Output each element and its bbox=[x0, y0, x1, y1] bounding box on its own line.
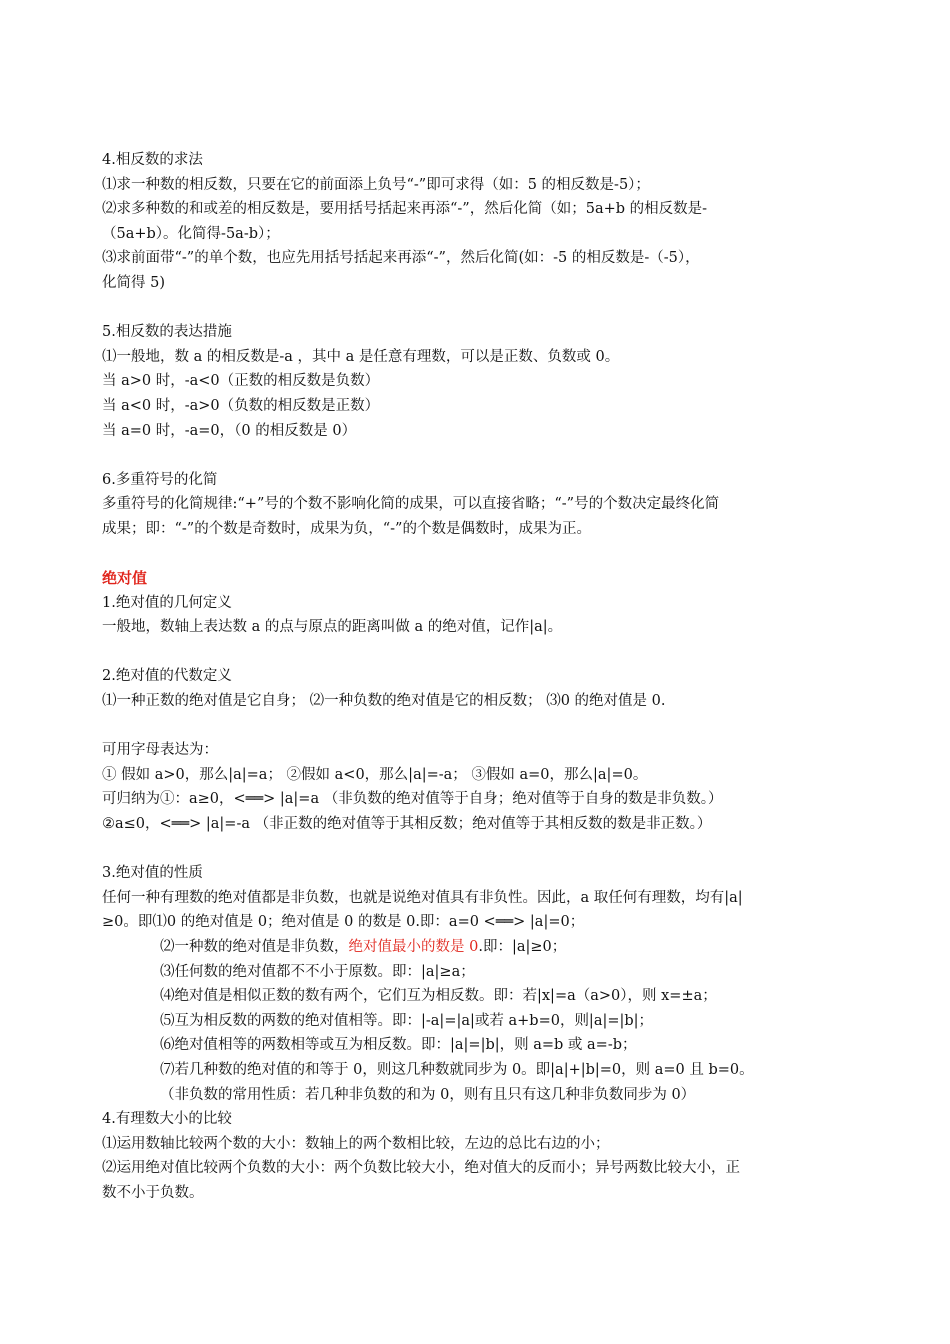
paragraph-line: 可用字母表达为： bbox=[102, 742, 218, 759]
paragraph-line: ⑴运用数轴比较两个数的大小：数轴上的两个数相比较，左边的总比右边的小； bbox=[102, 1135, 610, 1152]
spacer bbox=[102, 542, 852, 567]
document-page bbox=[102, 148, 852, 1206]
text-run: .即：|a|≥0； bbox=[478, 939, 567, 955]
paragraph-line: 当 a>0 时，-a<0（正数的相反数是负数） bbox=[102, 373, 380, 390]
section-title: 5.相反数的表达措施 bbox=[102, 324, 232, 341]
paragraph-line: ⑷绝对值是相似正数的数有两个，它们互为相反数。即：若|x|=a（a>0），则 x=±a； bbox=[160, 988, 717, 1005]
paragraph-line: 数不小于负数。 bbox=[102, 1184, 204, 1201]
paragraph-line: 可归纳为①：a≥0，<══> |a|=a （非负数的绝对值等于自身；绝对值等于自身的数是非负数。） bbox=[102, 791, 723, 808]
paragraph-line: ⑴一种正数的绝对值是它自身； ⑵一种负数的绝对值是它的相反数； ⑶0 的绝对值是 0. bbox=[102, 693, 666, 710]
paragraph-line: ⑺若几种数的绝对值的和等于 0，则这几种数就同步为 0。即|a|+|b|=0，则 a=0 且 b=0。 bbox=[160, 1061, 754, 1078]
section-title: 1.绝对值的几何定义 bbox=[102, 594, 232, 611]
spacer bbox=[102, 714, 852, 739]
paragraph-line: 成果；即：“-”的个数是奇数时，成果为负，“-”的个数是偶数时，成果为正。 bbox=[102, 520, 591, 537]
paragraph-line: ⑵运用绝对值比较两个负数的大小：两个负数比较大小，绝对值大的反而小；异号两数比较大小，正 bbox=[102, 1160, 740, 1177]
paragraph-line: 当 a=0 时，-a=0，（0 的相反数是 0） bbox=[102, 422, 357, 439]
spacer bbox=[102, 296, 852, 321]
paragraph-line: ⑴求一种数的相反数，只要在它的前面添上负号“-”即可求得（如：5 的相反数是-5）； bbox=[102, 176, 650, 193]
spacer bbox=[102, 443, 852, 468]
chapter-heading: 绝对值 bbox=[102, 569, 148, 588]
section-title: 2.绝对值的代数定义 bbox=[102, 668, 232, 685]
paragraph-line: ⑶求前面带“-”的单个数，也应先用括号括起来再添“-”，然后化简(如：-5 的相反数是-（-5）， bbox=[102, 250, 700, 267]
paragraph-line: ⑴一般地，数 a 的相反数是-a ，其中 a 是任意有理数，可以是正数、负数或 0。 bbox=[102, 348, 620, 365]
spacer bbox=[102, 640, 852, 665]
paragraph-line: 一般地，数轴上表达数 a 的点与原点的距离叫做 a 的绝对值，记作|a|。 bbox=[102, 619, 563, 636]
paragraph-line: ① 假如 a>0，那么|a|=a； ②假如 a<0，那么|a|=-a； ③假如 a=0，那么|a|=0。 bbox=[102, 766, 648, 783]
paragraph-line: 化简得 5) bbox=[102, 274, 165, 291]
section-title: 3.绝对值的性质 bbox=[102, 865, 203, 882]
paragraph-line: ②a≤0，<══> |a|=-a （非正数的绝对值等于其相反数；绝对值等于其相反数的数是非正数。） bbox=[102, 816, 712, 833]
paragraph-line: ⑹绝对值相等的两数相等或互为相反数。即：|a|=|b|，则 a=b 或 a=-b； bbox=[160, 1037, 637, 1054]
paragraph-line: 任何一种有理数的绝对值都是非负数，也就是说绝对值具有非负性。因此，a 取任何有理数，均有|a| bbox=[102, 889, 743, 906]
section-title: 4.有理数大小的比较 bbox=[102, 1111, 232, 1128]
paragraph-line: ≥0。即⑴0 的绝对值是 0；绝对值是 0 的数是 0.即：a=0 <══> |a|=0； bbox=[102, 914, 585, 931]
paragraph-line: （5a+b）。化简得-5a-b）； bbox=[102, 225, 280, 242]
paragraph-line: （非负数的常用性质：若几种非负数的和为 0，则有且只有这几种非负数同步为 0） bbox=[160, 1086, 696, 1103]
section-title: 6.多重符号的化简 bbox=[102, 471, 218, 488]
paragraph-line: 多重符号的化简规律:“+”号的个数不影响化简的成果，可以直接省略；“-”号的个数决定最终化简 bbox=[102, 496, 720, 513]
highlight-text: 绝对值最小的数是 0 bbox=[348, 939, 479, 955]
section-title: 4.相反数的求法 bbox=[102, 152, 203, 168]
spacer bbox=[102, 837, 852, 862]
paragraph-line: ⑸互为相反数的两数的绝对值相等。即：|-a|=|a|或若 a+b=0，则|a|=|b|； bbox=[160, 1012, 654, 1029]
paragraph-line: 当 a<0 时，-a>0（负数的相反数是正数） bbox=[102, 397, 380, 414]
paragraph-line: ⑵求多种数的和或差的相反数是，要用括号括起来再添“-”，然后化简（如；5a+b 的相反数是- bbox=[102, 201, 708, 218]
text-run: ⑵一种数的绝对值是非负数， bbox=[160, 939, 349, 955]
paragraph-line: ⑶任何数的绝对值都不不小于原数。即：|a|≥a； bbox=[160, 963, 475, 980]
paragraph-line bbox=[102, 935, 852, 960]
